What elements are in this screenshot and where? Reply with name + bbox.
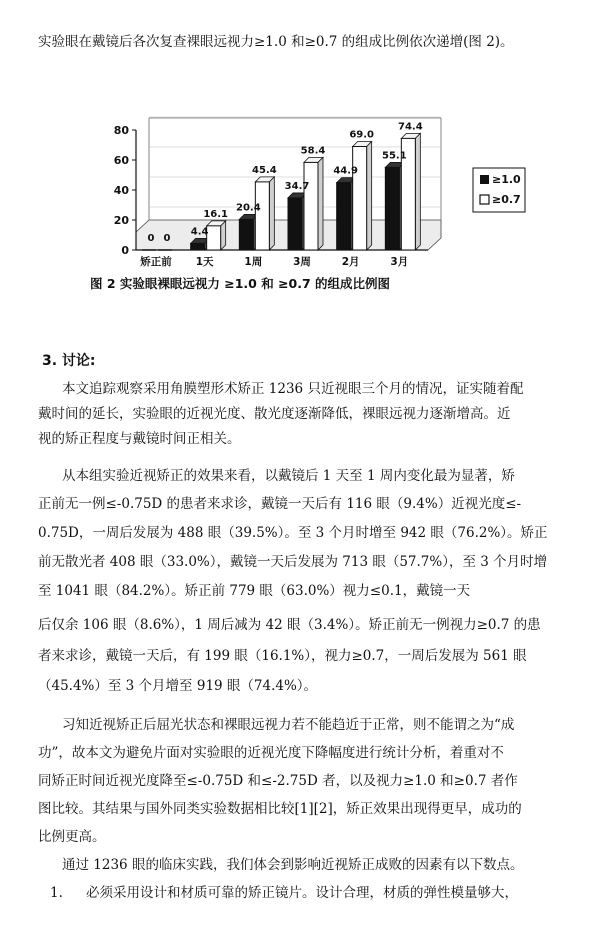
y-tick-label: 40 [113,184,129,197]
bar-value-label: 45.4 [251,164,277,176]
p4-line-1: 通过 1236 眼的临床实践，我们体会到影响近视矫正成败的因素有以下数点。 [62,857,524,873]
p1-line-3: 视的矫正程度与戴镜时间正相关。 [38,431,241,447]
bar-value-label: 20.4 [235,202,261,214]
bar-value-label: 55.1 [381,150,407,162]
x-tick-label: 3月 [390,256,409,268]
bar-value-label: 0 [163,233,171,244]
bar-value-label: 74.4 [397,121,423,133]
x-tick-label: 3周 [293,256,311,268]
figure-caption: 图 2 实验眼裸眼远视力 ≥1.0 和 ≥0.7 的组成比例图 [90,276,391,291]
y-tick-label: 60 [113,154,129,167]
p3-line-2: 功”，故本文为避免片面对实验眼的近视光度下降幅度进行统计分析，着重对不 [38,745,504,761]
bar-value-label: 16.1 [203,208,229,220]
bar [207,221,226,250]
p2-line-1: 从本组实验近视矫正的效果来看，以戴镜后 1 天至 1 周内变化最为显著，矫 [62,468,515,484]
figure-2-chart [0,100,600,375]
p1-line-2: 戴时间的延长，实验眼的近视光度、散光度逐渐降低，裸眼远视力逐渐增高。近 [38,406,511,422]
p3-line-4: 图比较。其结果与国外同类实验数据相比较[1][2]，矫正效果出现得更早，成功的 [38,801,522,817]
p2-line-7: 者来求诊，戴镜一天后，有 199 眼（16.1%），视力≥0.7，一周后发展为 561 眼 [38,648,527,664]
legend-label-2: ≥0.7 [492,193,521,206]
intro-line: 实验眼在戴镜后各次复查裸眼远视力≥1.0 和≥0.7 的组成比例依次递增(图 2)。 [38,34,514,50]
y-tick-label: 0 [121,244,129,257]
p5-number: 1. [50,885,63,901]
y-tick-label: 20 [113,214,129,227]
p2-line-3: 0.75D，一周后发展为 488 眼（39.5%）。至 3 个月时增至 942 眼（76.2%）。矫正 [38,525,548,541]
p2-line-8: （45.4%）至 3 个月增至 919 眼（74.4%）。 [38,678,318,694]
p2-line-5: 至 1041 眼（84.2%）。矫正前 779 眼（63.0%）视力≤0.1，戴镜一天 [38,583,471,599]
legend-swatch-2 [480,195,489,204]
p2-line-2: 正前无一例≤-0.75D 的患者来求诊，戴镜一天后有 116 眼（9.4%）近视光度≤- [38,496,522,512]
bar-value-label: 0 [147,233,155,244]
p3-line-3: 同矫正时间近视光度降至≤-0.75D 和≤-2.75D 者，以及视力≥1.0 和≥0.7 者作 [38,773,518,789]
bar [255,177,274,250]
bar-value-label: 44.9 [333,165,359,177]
bar-value-label: 58.4 [300,145,326,157]
section-heading: 3. 讨论: [42,353,96,369]
x-tick-label: 1周 [244,256,263,268]
p2-line-4: 前无散光者 408 眼（33.0%），戴镜一天后发展为 713 眼（57.7%），至 3 个月时增 [38,554,548,570]
p2-line-6: 后仅余 106 眼（8.6%），1 周后减为 42 眼（3.4%）。矫正前无一例视力≥0.7 的患 [38,617,541,633]
legend-label-1: ≥1.0 [492,173,521,186]
x-tick-label: 2月 [341,256,360,268]
bar-value-label: 4.4 [190,226,209,238]
x-tick-label: 矫正前 [140,256,172,268]
p3-line-1: 习知近视矫正后屈光状态和裸眼远视力若不能趋近于正常，则不能谓之为“成 [62,717,515,733]
y-tick-label: 80 [113,124,129,137]
p3-line-5: 比例更高。 [38,829,106,845]
bar [304,157,323,250]
p5-line-1: 必须采用设计和材质可靠的矫正镜片。设计合理，材质的弹性模量够大， [86,885,518,901]
bar [353,142,372,251]
legend-swatch-1 [480,175,489,184]
x-tick-label: 1天 [195,256,214,268]
bar-value-label: 34.7 [284,180,310,192]
p1-line-1: 本文追踪观察采用角膜塑形术矫正 1236 只近视眼三个月的情况，证实随着配 [62,381,524,397]
bar-value-label: 69.0 [349,129,375,141]
